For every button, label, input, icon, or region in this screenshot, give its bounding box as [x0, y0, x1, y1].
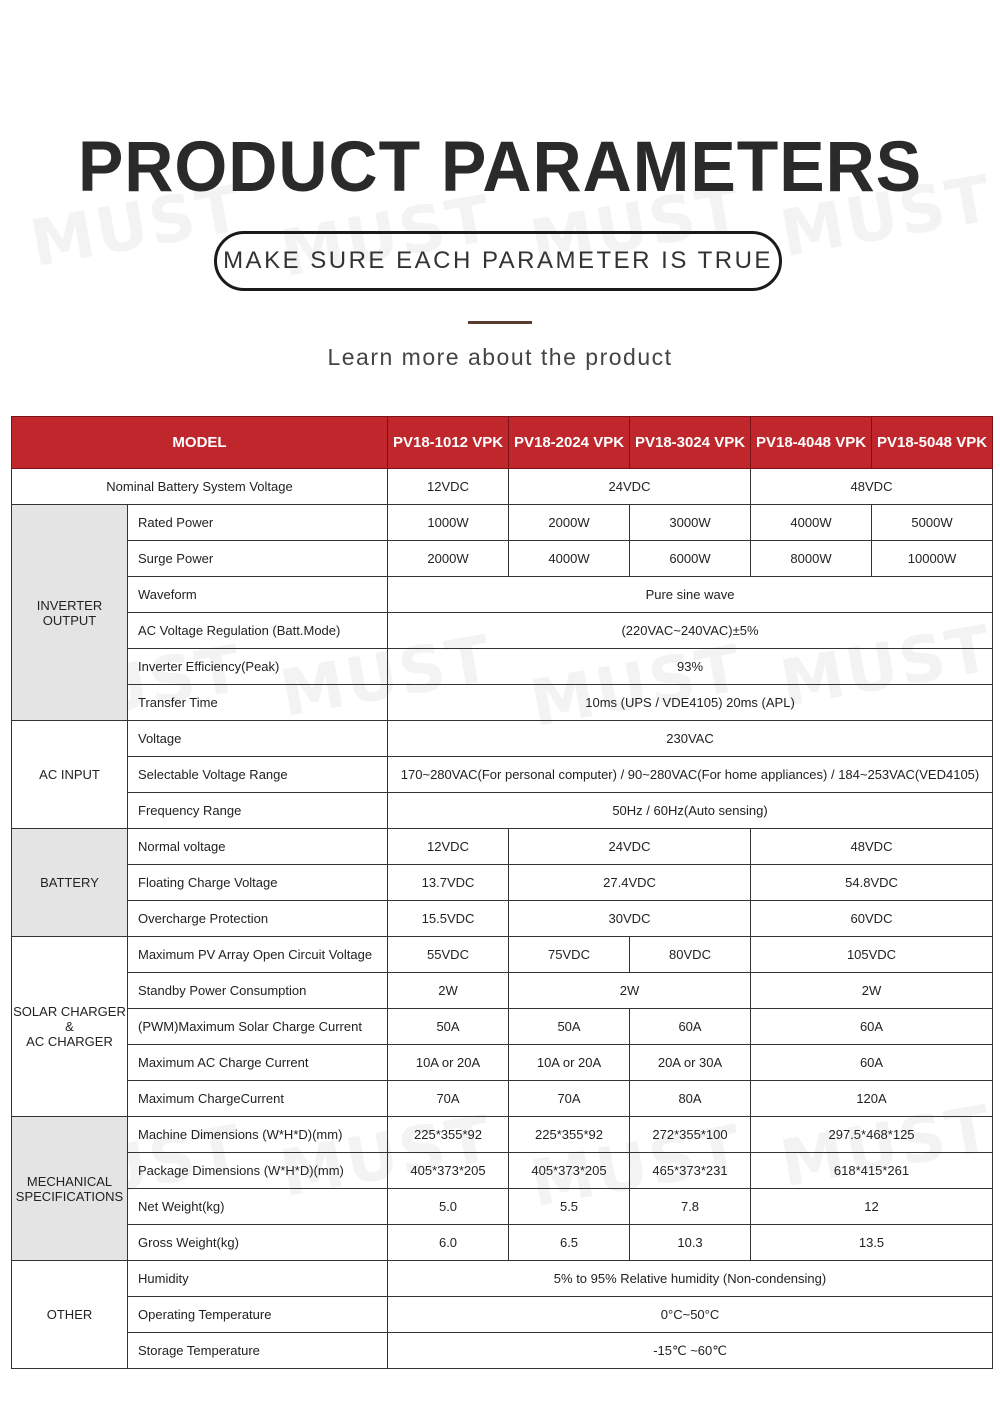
table-header-row — [12, 417, 993, 469]
cell-value: 10A or 20A — [388, 1045, 509, 1081]
spec-table — [11, 416, 993, 1369]
cell-value: 75VDC — [509, 937, 630, 973]
cell-value: 10ms (UPS / VDE4105) 20ms (APL) — [388, 685, 993, 721]
cell-value: 4000W — [509, 541, 630, 577]
cell-value: 120A — [751, 1081, 993, 1117]
cell-value: 5.5 — [509, 1189, 630, 1225]
cell-value: 60A — [751, 1009, 993, 1045]
table-row — [12, 973, 993, 1009]
cell-value: 10.3 — [630, 1225, 751, 1261]
cell-value: -15℃ ~60℃ — [388, 1333, 993, 1369]
row-label: Machine Dimensions (W*H*D)(mm) — [128, 1117, 388, 1153]
category-label: SPECIFICATIONS — [15, 1188, 124, 1204]
cell-value: 55VDC — [388, 937, 509, 973]
table-row — [12, 901, 993, 937]
cell-value: 27.4VDC — [509, 865, 751, 901]
cell-value: 12VDC — [388, 469, 509, 505]
table-row — [12, 865, 993, 901]
cell-value: 30VDC — [509, 901, 751, 937]
row-label: Voltage — [128, 721, 388, 757]
row-label: Nominal Battery System Voltage — [12, 469, 388, 505]
table-row — [12, 1153, 993, 1189]
table-row — [12, 685, 993, 721]
cell-value: 70A — [388, 1081, 509, 1117]
cell-value: 15.5VDC — [388, 901, 509, 937]
cell-value: 225*355*92 — [388, 1117, 509, 1153]
table-row — [12, 937, 993, 973]
cell-value: 93% — [388, 649, 993, 685]
cell-value: 5% to 95% Relative humidity (Non-condensing) — [388, 1261, 993, 1297]
table-row — [12, 1225, 993, 1261]
category-other: OTHER — [12, 1261, 128, 1369]
row-label: Maximum AC Charge Current — [128, 1045, 388, 1081]
cell-value: 170~280VAC(For personal computer) / 90~280VAC(For home appliances) / 184~253VAC(VED4105) — [388, 757, 993, 793]
cell-value: 5.0 — [388, 1189, 509, 1225]
category-label: OUTPUT — [42, 612, 97, 628]
model-column-header: PV18-1012 VPK — [388, 417, 509, 469]
cell-value: 4000W — [751, 505, 872, 541]
row-label: Surge Power — [128, 541, 388, 577]
row-label: Floating Charge Voltage — [128, 865, 388, 901]
row-label: Transfer Time — [128, 685, 388, 721]
table-row — [12, 613, 993, 649]
table-row — [12, 469, 993, 505]
table-row — [12, 721, 993, 757]
category-label: SOLAR CHARGER — [13, 1004, 126, 1019]
category-solar-ac-charger — [12, 937, 128, 1117]
cell-value: (220VAC~240VAC)±5% — [388, 613, 993, 649]
row-label: Overcharge Protection — [128, 901, 388, 937]
table-row — [12, 1081, 993, 1117]
cell-value: 48VDC — [751, 829, 993, 865]
cell-value: 618*415*261 — [751, 1153, 993, 1189]
cell-value: 60VDC — [751, 901, 993, 937]
cell-value: 1000W — [388, 505, 509, 541]
row-label: Operating Temperature — [128, 1297, 388, 1333]
row-label: Normal voltage — [128, 829, 388, 865]
table-row — [12, 1045, 993, 1081]
table-row — [12, 757, 993, 793]
category-label: MECHANICAL — [26, 1173, 113, 1189]
category-label: & — [65, 1019, 74, 1034]
divider — [468, 321, 532, 324]
category-ac-input: AC INPUT — [12, 721, 128, 829]
cell-value: 50Hz / 60Hz(Auto sensing) — [388, 793, 993, 829]
row-label: Inverter Efficiency(Peak) — [128, 649, 388, 685]
cell-value: 48VDC — [751, 469, 993, 505]
model-column-header: PV18-2024 VPK — [509, 417, 630, 469]
row-label: (PWM)Maximum Solar Charge Current — [128, 1009, 388, 1045]
cell-value: 405*373*205 — [509, 1153, 630, 1189]
cell-value: 12VDC — [388, 829, 509, 865]
cell-value: 6.5 — [509, 1225, 630, 1261]
cell-value: 60A — [751, 1045, 993, 1081]
category-label: AC CHARGER — [26, 1034, 113, 1049]
cell-value: 2W — [751, 973, 993, 1009]
cell-value: 54.8VDC — [751, 865, 993, 901]
table-row — [12, 1117, 993, 1153]
category-label: INVERTER — [36, 597, 103, 613]
cell-value: 13.5 — [751, 1225, 993, 1261]
cell-value: 13.7VDC — [388, 865, 509, 901]
cell-value: 24VDC — [509, 829, 751, 865]
cell-value: 6000W — [630, 541, 751, 577]
row-label: Storage Temperature — [128, 1333, 388, 1369]
category-inverter-output — [12, 505, 128, 721]
cell-value: 50A — [388, 1009, 509, 1045]
cell-value: 0°C~50°C — [388, 1297, 993, 1333]
table-row — [12, 505, 993, 541]
model-column-header: PV18-3024 VPK — [630, 417, 751, 469]
subtitle: Learn more about the product — [327, 344, 673, 370]
row-label: Frequency Range — [128, 793, 388, 829]
row-label: Maximum PV Array Open Circuit Voltage — [128, 937, 388, 973]
cell-value: 230VAC — [388, 721, 993, 757]
cell-value: 60A — [630, 1009, 751, 1045]
cell-value: 8000W — [751, 541, 872, 577]
row-label: Waveform — [128, 577, 388, 613]
model-column-header: PV18-4048 VPK — [751, 417, 872, 469]
table-row — [12, 829, 993, 865]
cell-value: 20A or 30A — [630, 1045, 751, 1081]
table-row — [12, 793, 993, 829]
tagline-pill: MAKE SURE EACH PARAMETER IS TRUE — [214, 231, 782, 291]
cell-value: 465*373*231 — [630, 1153, 751, 1189]
row-label: Standby Power Consumption — [128, 973, 388, 1009]
row-label: Selectable Voltage Range — [128, 757, 388, 793]
model-header: MODEL — [12, 417, 388, 469]
cell-value: 405*373*205 — [388, 1153, 509, 1189]
cell-value: 50A — [509, 1009, 630, 1045]
row-label: Net Weight(kg) — [128, 1189, 388, 1225]
cell-value: 2W — [509, 973, 751, 1009]
table-row — [12, 1009, 993, 1045]
table-row — [12, 1297, 993, 1333]
row-label: Gross Weight(kg) — [128, 1225, 388, 1261]
cell-value: 5000W — [872, 505, 993, 541]
cell-value: Pure sine wave — [388, 577, 993, 613]
cell-value: 225*355*92 — [509, 1117, 630, 1153]
cell-value: 2000W — [509, 505, 630, 541]
table-row — [12, 577, 993, 613]
cell-value: 80VDC — [630, 937, 751, 973]
cell-value: 24VDC — [509, 469, 751, 505]
table-row — [12, 1189, 993, 1225]
cell-value: 2000W — [388, 541, 509, 577]
cell-value: 6.0 — [388, 1225, 509, 1261]
table-row — [12, 649, 993, 685]
cell-value: 12 — [751, 1189, 993, 1225]
cell-value: 70A — [509, 1081, 630, 1117]
table-row — [12, 1333, 993, 1369]
cell-value: 272*355*100 — [630, 1117, 751, 1153]
page-title: PRODUCT PARAMETERS — [77, 127, 923, 207]
cell-value: 10000W — [872, 541, 993, 577]
category-battery: BATTERY — [12, 829, 128, 937]
category-mechanical — [12, 1117, 128, 1261]
table-row — [12, 541, 993, 577]
model-column-header: PV18-5048 VPK — [872, 417, 993, 469]
row-label: Package Dimensions (W*H*D)(mm) — [128, 1153, 388, 1189]
cell-value: 2W — [388, 973, 509, 1009]
cell-value: 10A or 20A — [509, 1045, 630, 1081]
cell-value: 105VDC — [751, 937, 993, 973]
row-label: Maximum ChargeCurrent — [128, 1081, 388, 1117]
cell-value: 80A — [630, 1081, 751, 1117]
row-label: AC Voltage Regulation (Batt.Mode) — [128, 613, 388, 649]
row-label: Humidity — [128, 1261, 388, 1297]
row-label: Rated Power — [128, 505, 388, 541]
cell-value: 7.8 — [630, 1189, 751, 1225]
cell-value: 297.5*468*125 — [751, 1117, 993, 1153]
cell-value: 3000W — [630, 505, 751, 541]
table-row — [12, 1261, 993, 1297]
